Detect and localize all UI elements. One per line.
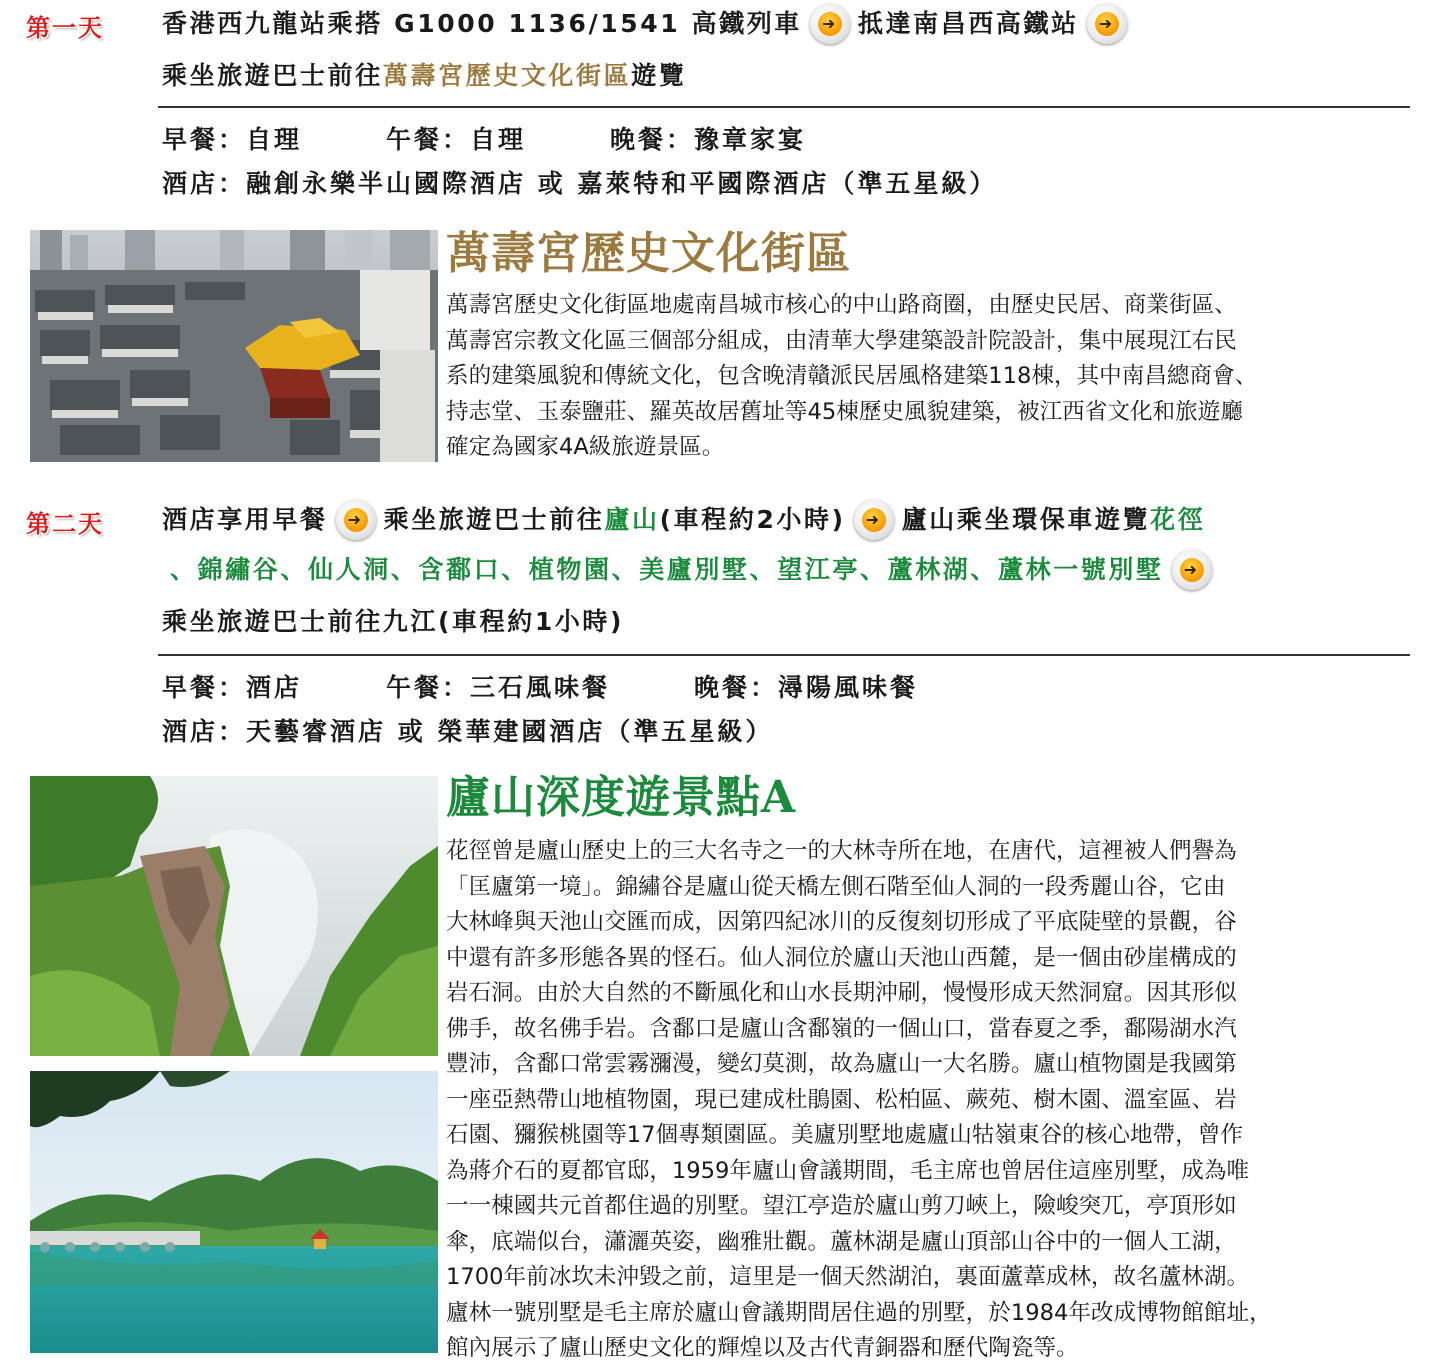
description-line: 花徑曾是廬山歷史上的三大名寺之一的大林寺所在地，在唐代，這裡被人們譽為 [446, 838, 1237, 864]
day1-section-title: 萬壽宮歷史文化街區 [446, 228, 851, 279]
arrow-right-icon: ➜ [810, 4, 850, 44]
description-line: 傘，底端似台，瀟灑英姿，幽雅壯觀。蘆林湖是廬山頂部山谷中的一個人工湖， [446, 1228, 1237, 1255]
day1-label: 第一天 [26, 14, 104, 42]
description-line: 萬壽宮歷史文化街區地處南昌城市核心的中山路商圈，由歷史民居、商業街區、 [446, 292, 1237, 318]
day1-route2-highlight: 萬壽宮歷史文化街區 [382, 61, 632, 90]
day2-route-a: 酒店享用早餐 [162, 505, 328, 534]
day2-route-line3: 乘坐旅遊巴士前往九江(車程約1小時) [162, 607, 625, 636]
description-line: 館內展示了廬山歷史文化的輝煌以及古代青銅器和歷代陶瓷等。 [446, 1335, 1079, 1361]
day2-route-b-highlight: 廬山 [604, 505, 660, 534]
day2-route-c-highlight: 花徑 [1150, 505, 1206, 534]
day2-description [446, 834, 1272, 1367]
arrow-right-icon: ➜ [336, 500, 376, 540]
description-line: 佛手，故名佛手岩。含鄱口是廬山含鄱嶺的一個山口，當春夏之季，鄱陽湖水汽 [446, 1015, 1237, 1042]
description-line: 確定為國家4A級旅遊景區。 [446, 434, 725, 460]
day2-route-b-prefix: 乘坐旅遊巴士前往 [383, 505, 605, 534]
description-line: 一座亞熱帶山地植物園，現已建成杜鵑園、松柏區、蕨苑、樹木園、溫室區、岩 [446, 1086, 1237, 1113]
day1-route2-suffix: 遊覽 [631, 61, 687, 90]
description-line: 石園、獼猴桃園等17個專類園區。美廬別墅地處廬山牯嶺東谷的核心地帶，曾作 [446, 1122, 1243, 1148]
description-line: 廬林一號別墅是毛主席於廬山會議期間居住過的別墅，於1984年改成博物館館址， [446, 1299, 1272, 1326]
day2-hotel: 酒店：天藝睿酒店 或 榮華建國酒店（準五星級） [162, 717, 774, 746]
day2-label: 第二天 [26, 510, 104, 538]
arrow-right-icon: ➜ [854, 500, 894, 540]
day2-meals: 早餐：酒店 午餐：三石風味餐 晚餐：潯陽風味餐 [162, 673, 919, 702]
day1-hotel: 酒店：融創永樂半山國際酒店 或 嘉萊特和平國際酒店（準五星級） [162, 169, 998, 198]
description-line: 萬壽宮宗教文化區三個部分組成，由清華大學建築設計院設計，集中展現江右民 [446, 327, 1237, 354]
wanshougong-aerial-photo [30, 230, 438, 462]
description-line: 1700年前冰坎未沖毀之前，這里是一個天然湖泊，裏面蘆葦成林，故名蘆林湖。 [446, 1264, 1250, 1290]
description-line: 岩石洞。由於大自然的不斷風化和山水長期沖刷，慢慢形成天然洞窟。因其形似 [446, 980, 1237, 1006]
description-line: 豐沛，含鄱口常雲霧瀰漫，變幻莫測，故為廬山一大名勝。廬山植物園是我國第 [446, 1051, 1237, 1077]
day2-route-line2 [170, 550, 1220, 590]
lushan-cliff-photo [30, 776, 438, 1056]
day1-route-part2: 抵達南昌西高鐵站 [857, 9, 1079, 38]
day1-route-line2 [162, 56, 686, 96]
day1-meals: 早餐：自理 午餐：自理 晚餐：豫章家宴 [162, 125, 807, 154]
day2-route-c-prefix: 廬山乘坐環保車遊覽 [901, 505, 1151, 534]
day2-attractions: 、錦繡谷、仙人洞、含鄱口、植物園、美廬別墅、望江亭、蘆林湖、蘆林一號別墅 [170, 555, 1164, 584]
arrow-right-icon: ➜ [1172, 550, 1212, 590]
divider [158, 106, 1410, 108]
day1-route-line1 [162, 4, 1135, 44]
arrow-right-icon: ➜ [1087, 4, 1127, 44]
divider [158, 654, 1410, 656]
description-line: 一一棟國共元首都住過的別墅。望江亭造於廬山剪刀峽上，險峻突兀，亭頂形如 [446, 1193, 1237, 1219]
day1-route2-prefix: 乘坐旅遊巴士前往 [162, 61, 383, 90]
day1-description [446, 288, 1257, 466]
description-line: 為蔣介石的夏都官邸，1959年廬山會議期間，毛主席也曾居住這座別墅，成為唯 [446, 1157, 1250, 1184]
description-line: 持志堂、玉泰鹽莊、羅英故居舊址等45棟歷史風貌建築，被江西省文化和旅遊廳 [446, 398, 1243, 425]
day1-route-part1: 香港西九龍站乘搭 G1000 1136/1541 高鐵列車 [162, 9, 802, 38]
description-line: 中還有許多形態各異的怪石。仙人洞位於廬山天池山西麓，是一個由砂崖構成的 [446, 944, 1237, 971]
day2-route-b-suffix: (車程約2小時) [659, 505, 846, 534]
day2-section-title: 廬山深度遊景點A [446, 772, 797, 823]
lulin-lake-photo [30, 1071, 438, 1353]
day2-route-line1 [162, 500, 1205, 540]
description-line: 大林峰與天池山交匯而成，因第四紀冰川的反復刻切形成了平底陡壁的景觀，谷 [446, 909, 1237, 935]
description-line: 「匡廬第一境」。錦繡谷是廬山從天橋左側石階至仙人洞的一段秀麗山谷，它由 [446, 873, 1226, 900]
description-line: 系的建築風貌和傳統文化，包含晚清贛派民居風格建築118棟，其中南昌總商會、 [446, 363, 1258, 389]
